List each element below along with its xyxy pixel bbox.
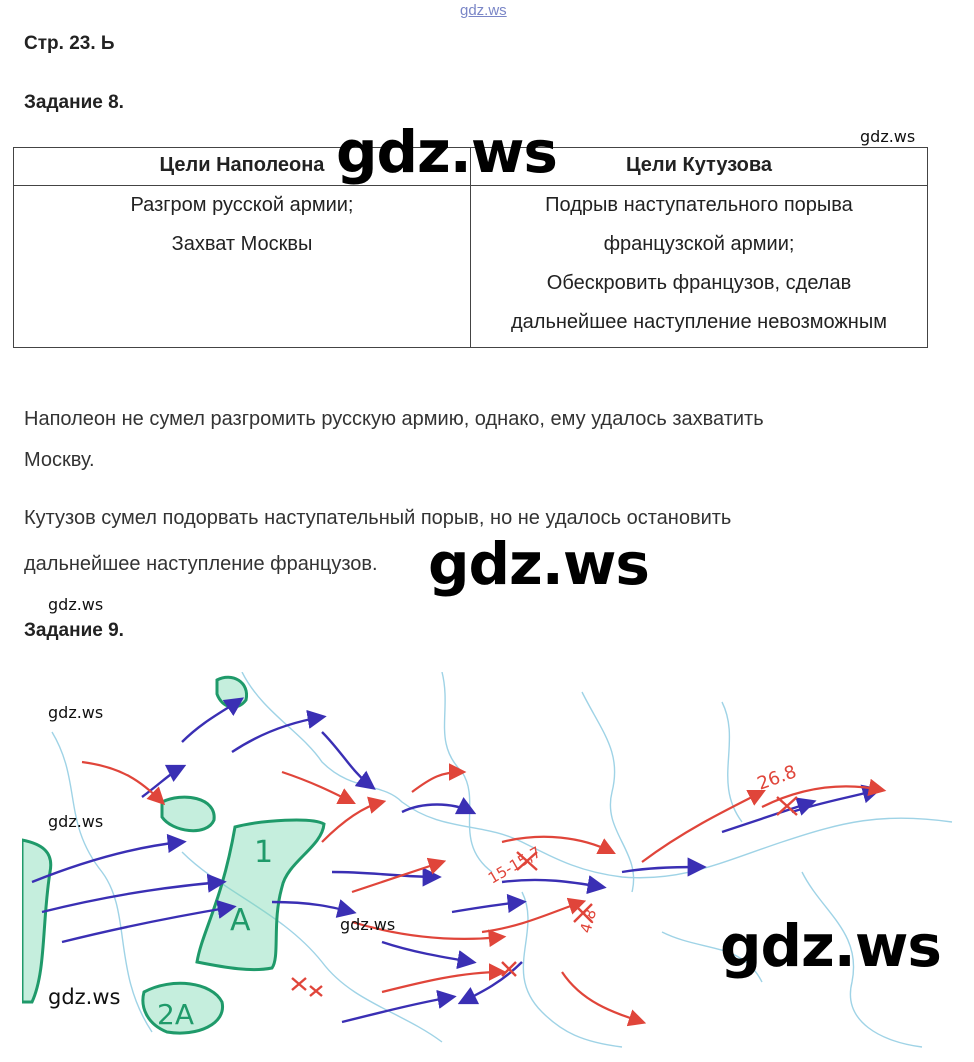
page-header: Стр. 23. Ь xyxy=(24,33,115,54)
paragraph-napoleon-line1: Наполеон не сумел разгромить русскую армию, однако, ему удалось захватить xyxy=(24,408,764,430)
watermark-label: gdz.ws xyxy=(860,127,916,146)
napoleon-goal-line: Разгром русской армии; xyxy=(130,194,354,216)
kutuzov-goal-line: дальнейшее наступление невозможным xyxy=(511,311,887,333)
table-header-napoleon: Цели Наполеона xyxy=(14,148,471,186)
watermark-large: gdz.ws xyxy=(428,530,649,598)
watermark-label: gdz.ws xyxy=(48,812,104,831)
watermark-label: gdz.ws xyxy=(340,915,396,934)
top-watermark-link[interactable]: gdz.ws xyxy=(460,2,507,19)
kutuzov-goal-line: Обескровить французов, сделав xyxy=(546,272,852,294)
army-areas xyxy=(22,677,324,1033)
napoleon-goal-line: Захват Москвы xyxy=(171,233,313,255)
table-header-kutuzov: Цели Кутузова xyxy=(471,148,928,186)
paragraph-napoleon-line2: Москву. xyxy=(24,449,95,471)
army-1-alt-label: А xyxy=(230,903,251,938)
watermark-label: gdz.ws xyxy=(48,985,121,1009)
army-area-north xyxy=(217,677,247,707)
watermark-large: gdz.ws xyxy=(720,912,941,980)
task8-title: Задание 8. xyxy=(24,92,124,113)
army-area-small xyxy=(162,797,214,831)
battle-mark xyxy=(777,797,797,815)
battle-mark xyxy=(310,986,322,996)
kutuzov-goals-cell xyxy=(471,186,928,348)
army-1-label: 1 xyxy=(254,835,274,870)
task9-title: Задание 9. xyxy=(24,620,124,641)
watermark-label: gdz.ws xyxy=(48,703,104,722)
date-label: 15-15,7 xyxy=(485,842,545,888)
paragraph-kutuzov-line2: дальнейшее наступление французов. xyxy=(24,553,378,575)
campaign-map xyxy=(22,672,960,1052)
kutuzov-goal-line: Подрыв наступательного порыва xyxy=(545,194,853,216)
watermark-label: gdz.ws xyxy=(48,595,104,614)
paragraph-kutuzov-line1: Кутузов сумел подорвать наступательный порыв, но не удалось остановить xyxy=(24,507,732,529)
date-label: 26.8 xyxy=(754,761,800,795)
napoleon-goals-cell xyxy=(14,186,471,348)
date-label: 4.8 xyxy=(576,907,601,936)
kutuzov-goal-line: французской армии; xyxy=(603,233,795,255)
army-2-label: 2А xyxy=(157,998,194,1031)
army-area-west xyxy=(22,840,51,1002)
watermark-large: gdz.ws xyxy=(336,118,557,186)
battle-mark xyxy=(292,978,306,990)
